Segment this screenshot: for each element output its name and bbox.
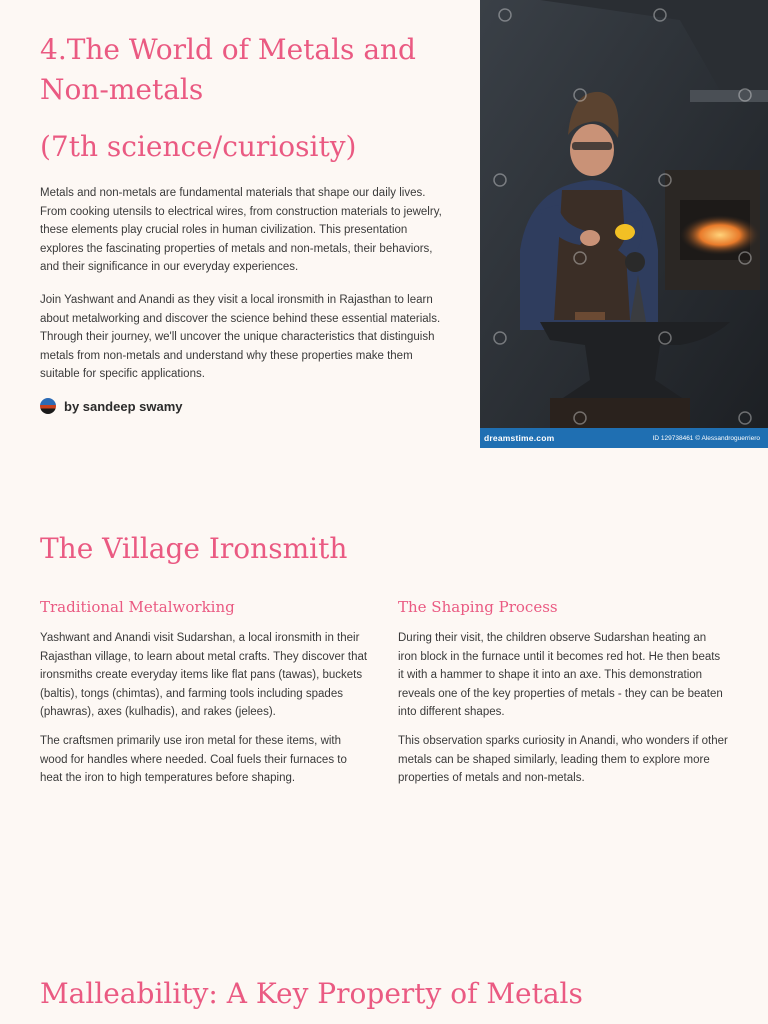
- ironsmith-photo: [480, 0, 768, 448]
- right-paragraph-2: This observation sparks curiosity in Anandi, who wonders if other metals can be shaped similarly, leading them to explore more properties of metals and non-metals.: [398, 735, 728, 784]
- subheading-traditional-metalworking: Traditional Metalworking: [40, 598, 235, 616]
- photo-watermark-bar: [480, 428, 768, 448]
- subheading-shaping-process: The Shaping Process: [398, 598, 558, 616]
- intro-paragraph-1: Metals and non-metals are fundamental materials that shape our daily lives. From cooking utensils to electrical wires, from construction materials to jewelry, these elements play crucial roles in human civilization. This presentation explores the fascinating properties of metals and non-metals, their behaviors, and their significance in our everyday experiences.: [40, 187, 442, 273]
- intro-paragraph-2: Join Yashwant and Anandi as they visit a local ironsmith in Rajasthan to learn about metalworking and discover the science behind these essential materials. Through their journey, we'll uncover the unique characteristics that distinguish metals from non-metals and understand why these properties make them suitable for specific applications.: [40, 294, 441, 380]
- section-heading-village-ironsmith: The Village Ironsmith: [40, 532, 348, 565]
- section-heading-malleability: Malleability: A Key Property of Metals: [40, 977, 583, 1010]
- photo-brand: dreamstime.com: [484, 433, 555, 443]
- left-paragraph-2: The craftsmen primarily use iron metal for these items, with wood for handles where needed. Coal fuels their furnaces to heat the iron to high temperatures before shaping.: [40, 735, 347, 784]
- left-paragraph-1: Yashwant and Anandi visit Sudarshan, a local ironsmith in their Rajasthan village, to learn about metal crafts. They discover that ironsmiths create everyday items like flat pans (tawas), buckets (baltis), tongs (chimtas), and farming tools including spades (phawras), axes (kulhadis), and rakes (jelees).: [40, 632, 368, 718]
- ironsmith-illustration: [480, 0, 768, 448]
- photo-credit: ID 129738461 © Alessandroguerriero: [652, 434, 760, 442]
- page-subtitle: (7th science/curiosity): [40, 130, 357, 163]
- author-avatar: [40, 398, 56, 414]
- author-name: by sandeep swamy: [64, 398, 183, 414]
- right-paragraph-1: During their visit, the children observe Sudarshan heating an iron block in the furnace until it becomes red hot. He then beats it with a hammer to shape it into an axe. This demonstration reveals one of the key properties of metals - they can be beaten into different shapes.: [398, 632, 723, 718]
- author-byline[interactable]: [40, 396, 183, 416]
- page-title: 4.The World of Metals and Non-metals: [40, 33, 416, 106]
